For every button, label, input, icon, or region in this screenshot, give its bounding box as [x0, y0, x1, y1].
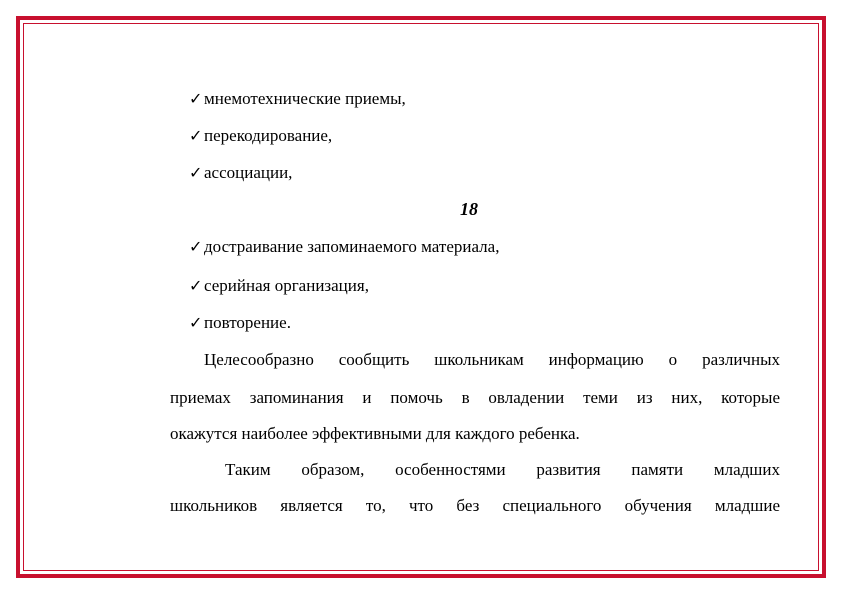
paragraph-line: Таким образом, особенностями развития памяти младших	[225, 460, 780, 479]
paragraph-line: школьников является то, что без специального обучения младшие	[170, 496, 780, 515]
checkmark-icon: ✓	[189, 165, 203, 182]
checkmark-icon: ✓	[189, 315, 203, 332]
page-border-inner	[23, 23, 819, 571]
checkmark-icon: ✓	[189, 278, 203, 295]
paragraph-line: Целесообразно сообщить школьникам информацию о различных	[204, 350, 780, 369]
paragraph-line: окажутся наиболее эффективными для каждого ребенка.	[170, 424, 580, 443]
list-item: ✓мнемотехнические приемы,	[189, 89, 406, 108]
list-item: ✓серийная организация,	[189, 276, 369, 295]
checkmark-icon: ✓	[189, 91, 203, 108]
checkmark-icon: ✓	[189, 128, 203, 145]
checkmark-icon: ✓	[189, 239, 203, 256]
list-item: ✓перекодирование,	[189, 126, 333, 145]
page-number: 18	[460, 199, 478, 219]
list-item: ✓достраивание запоминаемого материала,	[189, 237, 500, 256]
list-item: ✓ассоциации,	[189, 163, 293, 182]
list-item: ✓повторение.	[189, 313, 291, 332]
paragraph-line: приемах запоминания и помочь в овладении теми из них, которые	[170, 388, 780, 407]
